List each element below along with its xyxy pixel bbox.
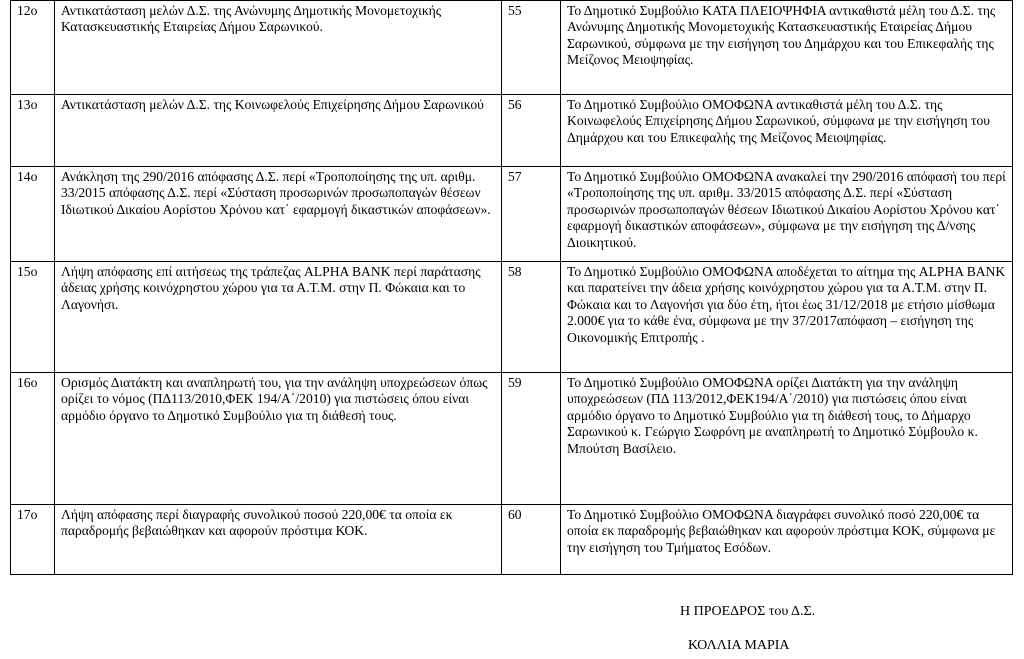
table-row xyxy=(11,262,1013,373)
table-row xyxy=(11,1,1013,95)
decision-text: Το Δημοτικό Συμβούλιο ΟΜΟΦΩΝΑ διαγράφει συνολικό ποσό 220,00€ τα οποία εκ παραδρομής βεβαιώθηκαν και αφορούν πρόστιμα ΚΟΚ, σύμφωνα με την εισήγηση του Τμήματος Εσόδων. xyxy=(561,505,1013,575)
item-number: 16ο xyxy=(11,373,55,505)
table-row xyxy=(11,373,1013,505)
item-number: 13ο xyxy=(11,95,55,167)
item-subject: Λήψη απόφασης περί διαγραφής συνολικού ποσού 220,00€ τα οποία εκ παραδρομής βεβαιώθηκαν και αφορούν πρόστιμα ΚΟΚ. xyxy=(55,505,502,575)
item-subject: Ορισμός Διατάκτη και αναπληρωτή του, για την ανάληψη υποχρεώσεων όπως ορίζει το νόμος (ΠΔ113/2010,ΦΕΚ 194/Α΄/2010) για πιστώσεις όπου είναι αρμόδιο όργανο το Δημοτικό Συμβούλιο για τη διάθεσή τους. xyxy=(55,373,502,505)
decision-number: 59 xyxy=(502,373,561,505)
decision-number: 60 xyxy=(502,505,561,575)
decision-text: Το Δημοτικό Συμβούλιο ΟΜΟΦΩΝΑ ορίζει Διατάκτη για την ανάληψη υποχρεώσεων (ΠΔ 113/2012,ΦΕΚ194/Α΄/2010) για πιστώσεις όπου είναι αρμόδιο όργανο το Δημοτικό Συμβούλιο για τη διάθεσή τους, το Δήμαρχο Σαρωνικού κ. Γεώργιο Σωφρόνη με αναπληρωτή το Δημοτικό Σύμβουλο κ. Μπούτση Βασίλειο. xyxy=(561,373,1013,505)
decision-text: Το Δημοτικό Συμβούλιο ΚΑΤΑ ΠΛΕΙΟΨΗΦΙΑ αντικαθιστά μέλη του Δ.Σ. της Ανώνυμης Δημοτικής Μονομετοχικής Κατασκευαστικής Εταιρείας Δήμου Σαρωνικού, σύμφωνα με την εισήγηση του Δημάρχου και του Επικεφαλής της Μείζονος Μειοψηφίας. xyxy=(561,1,1013,95)
item-number: 12ο xyxy=(11,1,55,95)
item-number: 17ο xyxy=(11,505,55,575)
decision-number: 57 xyxy=(502,167,561,262)
table-row xyxy=(11,95,1013,167)
agenda-decisions-table xyxy=(10,0,1013,575)
decision-text: Το Δημοτικό Συμβούλιο ΟΜΟΦΩΝΑ αποδέχεται το αίτημα της ALPHA BANK και παρατείνει την άδεια χρήσης κοινόχρηστου χώρου για τα Α.Τ.Μ. στην Π. Φώκαια και το Λαγονήσι για δύο έτη, ήτοι έως 31/12/2018 με ετήσιο μίσθωμα 2.000€ για το κάθε ένα, σύμφωνα με την 37/2017απόφαση – εισήγηση της Οικονομικής Επιτροπής . xyxy=(561,262,1013,373)
signature-title: Η ΠΡΟΕΔΡΟΣ του Δ.Σ. xyxy=(680,604,816,619)
item-subject: Ανάκληση της 290/2016 απόφασης Δ.Σ. περί «Τροποποίησης της υπ. αριθμ. 33/2015 απόφασης Δ.Σ. περί «Σύσταση προσωρινών προσωποπαγών θέσεων Ιδιωτικού Δικαίου Αορίστου Χρόνου κατ΄ εφαρμογή δικαστικών αποφάσεων». xyxy=(55,167,502,262)
item-subject: Αντικατάσταση μελών Δ.Σ. της Ανώνυμης Δημοτικής Μονομετοχικής Κατασκευαστικής Εταιρείας Δήμου Σαρωνικού. xyxy=(55,1,502,95)
signature-name: ΚΟΛΛΙΑ ΜΑΡΙΑ xyxy=(688,638,790,653)
decision-number: 58 xyxy=(502,262,561,373)
decision-text: Το Δημοτικό Συμβούλιο ΟΜΟΦΩΝΑ αντικαθιστά μέλη του Δ.Σ. της Κοινωφελούς Επιχείρησης Δήμου Σαρωνικού, σύμφωνα με την εισήγηση του Δημάρχου και του Επικεφαλής της Μείζονος Μειοψηφίας. xyxy=(561,95,1013,167)
decision-number: 56 xyxy=(502,95,561,167)
item-subject: Αντικατάσταση μελών Δ.Σ. της Κοινωφελούς Επιχείρησης Δήμου Σαρωνικού xyxy=(55,95,502,167)
item-number: 14ο xyxy=(11,167,55,262)
decision-text: Το Δημοτικό Συμβούλιο ΟΜΟΦΩΝΑ ανακαλεί την 290/2016 απόφασή του περί «Τροποποίησης της υπ. αριθμ. 33/2015 απόφασης Δ.Σ. περί «Σύσταση προσωρινών προσωποπαγών θέσεων Ιδιωτικού Δικαίου Αορίστου Χρόνου κατ΄ εφαρμογή δικαστικών αποφάσεων», σύμφωνα με την εισήγηση της Δ/νσης Διοικητικού. xyxy=(561,167,1013,262)
table-row xyxy=(11,167,1013,262)
decision-number: 55 xyxy=(502,1,561,95)
item-subject: Λήψη απόφασης επί αιτήσεως της τράπεζας ALPHA BANK περί παράτασης άδειας χρήσης κοινόχρηστου χώρου για τα Α.Τ.Μ. στην Π. Φώκαια και το Λαγονήσι. xyxy=(55,262,502,373)
item-number: 15ο xyxy=(11,262,55,373)
table-row xyxy=(11,505,1013,575)
